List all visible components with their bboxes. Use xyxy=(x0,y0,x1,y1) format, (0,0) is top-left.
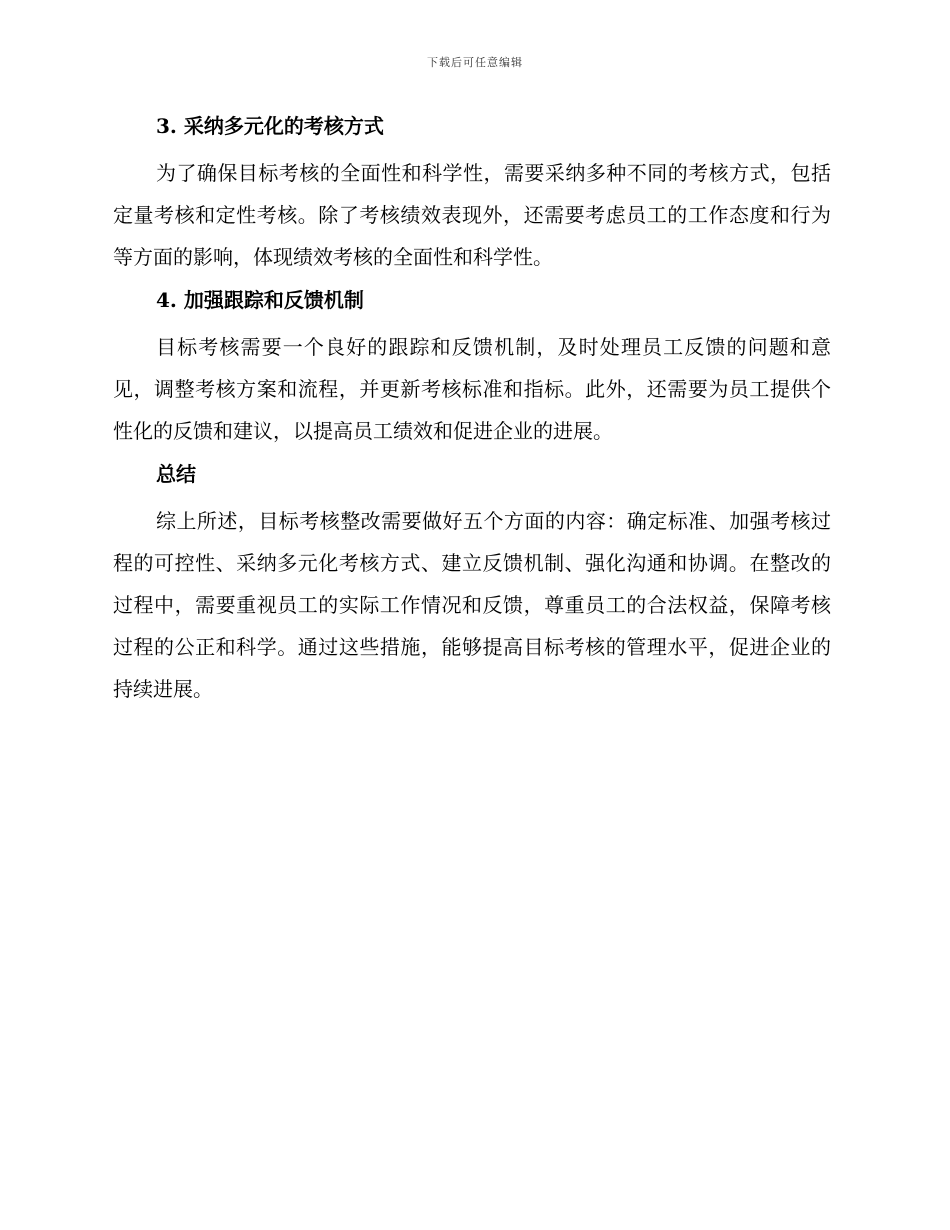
document-body xyxy=(113,106,831,712)
summary-heading: 总结 xyxy=(156,462,196,486)
summary-paragraph: 综上所述，目标考核整改需要做好五个方面的内容：确定标准、加强考核过程的可控性、采纳多元化考核方式、建立反馈机制、强化沟通和协调。在整改的过程中，需要重视员工的实际工作情况和反馈，尊重员工的合法权益，保障考核过程的公正和科学。通过这些措施，能够提高目标考核的管理水平，促进企业的持续进展。 xyxy=(113,509,831,701)
section-heading: 4. 加强跟踪和反馈机制 xyxy=(156,288,364,312)
section-paragraph: 为了确保目标考核的全面性和科学性，需要采纳多种不同的考核方式，包括定量考核和定性考核。除了考核绩效表现外，还需要考虑员工的工作态度和行为等方面的影响，体现绩效考核的全面性和科学性。 xyxy=(113,161,831,269)
header-note: 下载后可任意编辑 xyxy=(427,56,523,69)
section-heading: 3. 采纳多元化的考核方式 xyxy=(156,114,384,138)
section-paragraph: 目标考核需要一个良好的跟踪和反馈机制，及时处理员工反馈的问题和意见，调整考核方案和流程，并更新考核标准和指标。此外，还需要为员工提供个性化的反馈和建议，以提高员工绩效和促进企业的进展。 xyxy=(113,335,831,443)
